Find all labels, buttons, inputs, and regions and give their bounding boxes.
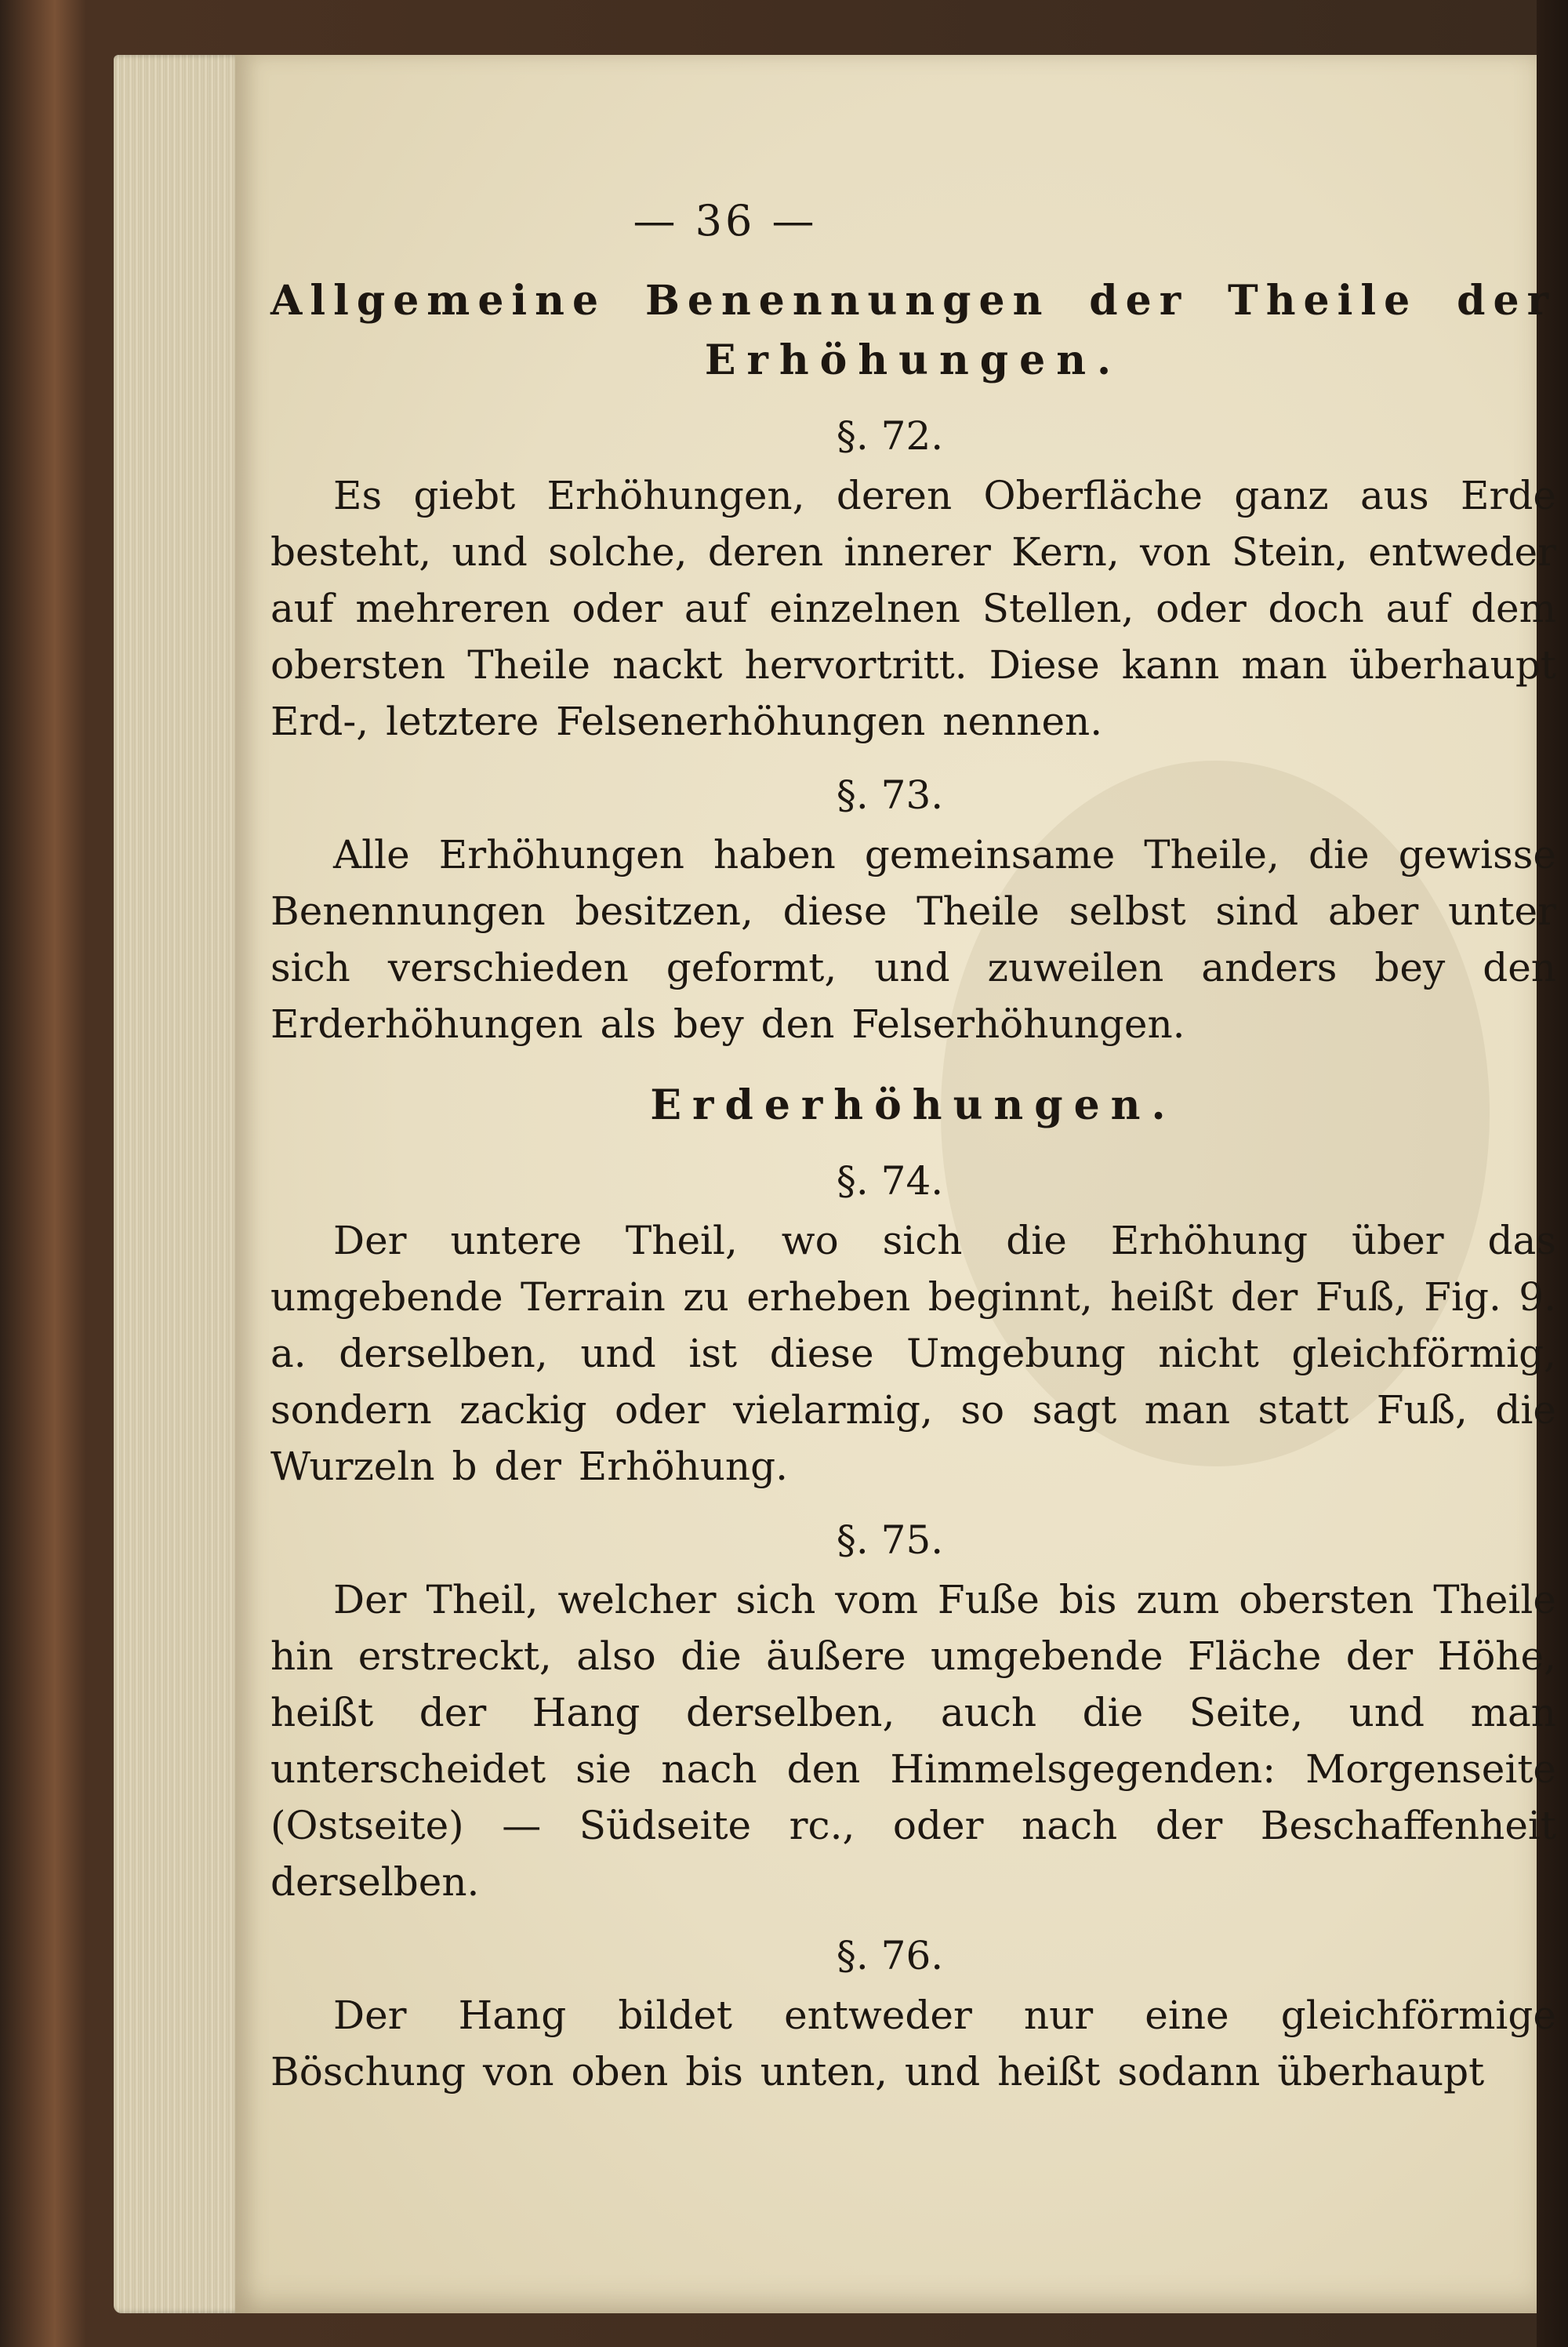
section-72-text: Es giebt Erhöhungen, deren Oberfläche ganz aus Erde besteht, und solche, deren innerer Kern, von Stein, entweder auf mehreren oder auf einzelnen Stellen, oder doch auf dem obersten Theile nackt hervortritt. Diese kann man überhaupt Erd-, letztere Felsenerhöhungen nennen. [270, 473, 1556, 744]
section-75-mark: §. 75. [836, 1517, 944, 1563]
section-75-text: Der Theil, welcher sich vom Fuße bis zum obersten Theile hin erstreckt, also die äußere umgebende Fläche der Höhe, heißt der Hang derselben, auch die Seite, und man unterscheidet sie nach den Himmelsgegenden: Morgenseite (Ostseite) — Südseite rc., oder nach der Beschaffenheit derselben. [270, 1577, 1556, 1905]
chapter-heading-line1: Allgemeine Benennungen der Theile der [270, 277, 1556, 325]
section-76-mark: §. 76. [836, 1933, 944, 1978]
section-73-mark: §. 73. [836, 772, 944, 818]
page-content [270, 118, 1556, 2313]
section-73-text: Alle Erhöhungen haben gemeinsame Theile, die gewisse Benennungen besitzen, diese Theile selbst sind aber unter sich verschieden geformt, und zuweilen anders bey den Erderhöhungen als bey den Felserhöhungen. [270, 832, 1556, 1047]
section-76-text: Der Hang bildet entweder nur eine gleichförmige Böschung von oben bis unten, und heißt sodann überhaupt [270, 1993, 1556, 2094]
page-number: — 36 — [633, 196, 818, 245]
text-block [270, 271, 1556, 2100]
section-74-mark: §. 74. [836, 1158, 944, 1204]
section-72-mark: §. 72. [836, 413, 944, 459]
section-74-text: Der untere Theil, wo sich die Erhöhung über das umgebende Terrain zu erheben beginnt, heißt der Fuß, Fig. 9. a. derselben, und ist diese Umgebung nicht gleichförmig, sondern zackig oder vielarmig, so sagt man statt Fuß, die Wurzeln b der Erhöhung. [270, 1218, 1556, 1489]
subheading-erderhoehungen: Erderhöhungen. [650, 1081, 1177, 1129]
chapter-heading-line2: Erhöhungen. [704, 336, 1123, 384]
